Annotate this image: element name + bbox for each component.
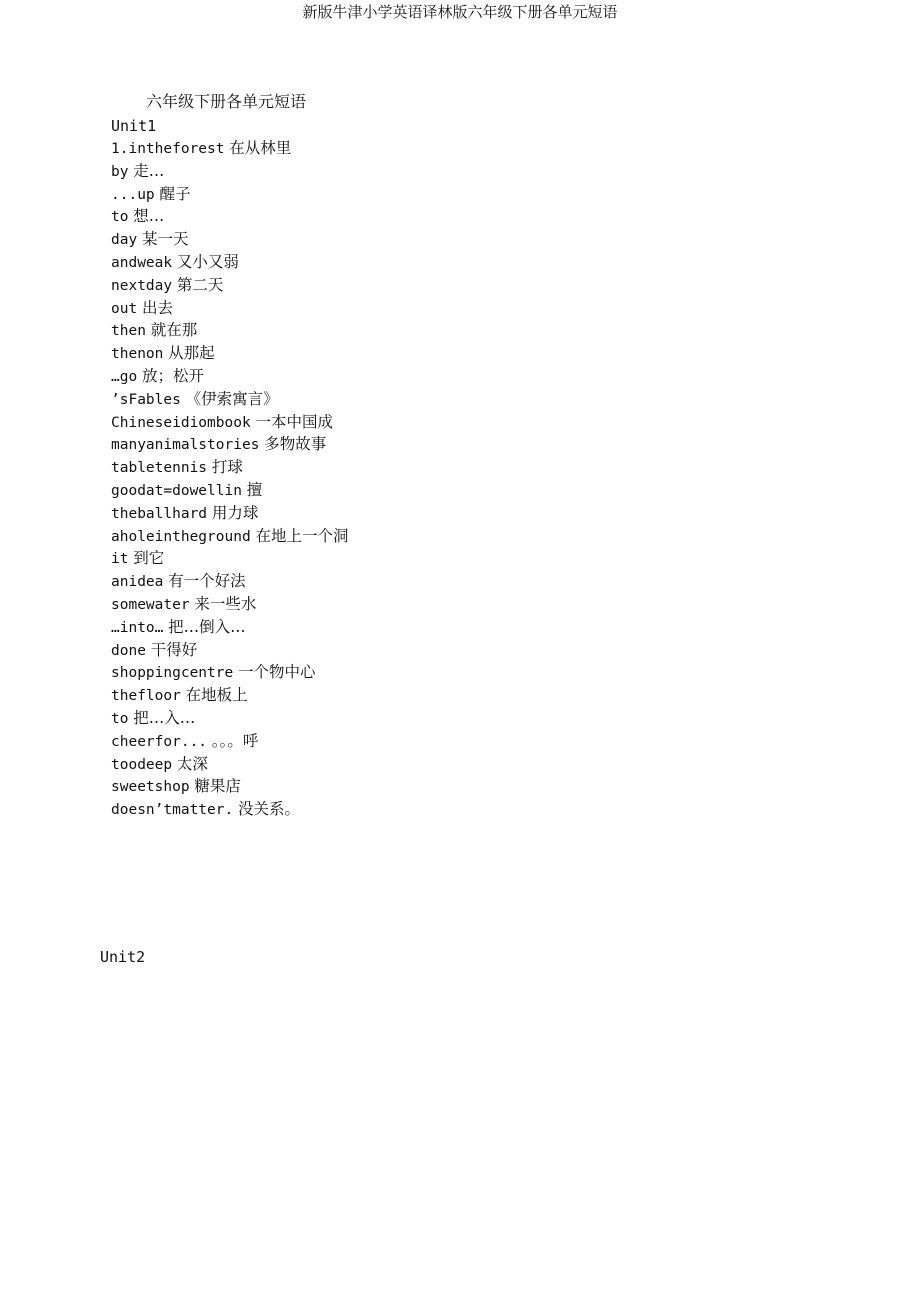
phrase-item [111,479,348,502]
phrase-chinese: 就在那 [150,321,198,340]
phrase-english: then [111,323,146,340]
phrase-chinese: 把…倒入… [168,617,246,636]
running-header: 新版牛津小学英语译林版六年级下册各单元短语 [302,3,618,21]
phrase-chinese: 放；松开 [141,366,204,385]
phrase-english: doesn’tmatter. [111,802,234,819]
phrase-chinese: 太深 [176,754,208,773]
phrase-item [111,456,348,479]
phrase-english: it [111,551,129,568]
document-title: 六年级下册各单元短语 [146,92,307,111]
phrase-item [111,251,348,274]
phrase-english: day [111,232,138,249]
phrase-english: by [111,163,129,180]
phrase-item [111,433,348,456]
phrase-english: ...up [111,186,155,203]
phrase-item [111,160,348,183]
phrase-chinese: 某一天 [141,230,189,249]
phrase-chinese: 第二天 [176,275,224,294]
phrase-english: cheerfor... [111,733,208,750]
phrase-item [111,274,348,297]
phrase-english: nextday [111,277,173,294]
phrase-chinese: 把…入… [133,708,196,727]
phrase-english: somewater [111,596,190,613]
phrase-english: …go [111,368,138,385]
phrase-item [111,547,348,570]
phrase-chinese: 用力球 [211,503,259,522]
phrase-item [111,775,348,798]
phrase-english: manyanimalstories [111,437,260,454]
phrase-item [111,616,348,639]
phrase-item [111,319,348,342]
phrase-english: anidea [111,574,164,591]
phrase-english: thefloor [111,688,181,705]
phrase-english: shoppingcentre [111,665,234,682]
phrase-english: thenon [111,346,164,363]
unit1-heading: Unit1 [111,117,157,135]
phrase-chinese: 《伊索寓言》 [185,389,279,408]
phrase-english: aholeintheground [111,528,251,545]
phrase-chinese: 一个物中心 [238,663,316,682]
phrase-english: …into… [111,619,164,636]
phrase-item [111,684,348,707]
phrase-item [111,707,348,730]
phrase-item [111,183,348,206]
phrase-chinese: 到它 [133,549,165,568]
phrase-english: 1.intheforest [111,141,225,157]
phrase-item [111,297,348,320]
phrase-chinese: 在地上一个洞 [255,526,349,545]
phrase-item [111,730,348,753]
phrase-chinese: 擅 [246,480,263,499]
phrase-chinese: 有一个好法 [168,572,246,591]
phrase-english: theballhard [111,505,208,522]
phrase-english: Chineseidiombook [111,414,251,431]
phrase-chinese: 多物故事 [264,435,327,454]
phrase-english: to [111,710,129,727]
phrase-english: goodat=dowellin [111,482,242,499]
phrase-chinese: 出去 [141,298,173,317]
phrase-chinese: 走… [133,161,165,180]
phrase-item [111,502,348,525]
phrase-item [111,753,348,776]
phrase-item [111,137,348,160]
phrase-english: out [111,300,138,317]
phrase-item [111,411,348,434]
phrase-english: tabletennis [111,460,208,477]
phrase-english: toodeep [111,756,173,773]
phrase-item [111,661,348,684]
phrase-english: done [111,642,146,659]
phrase-english: ’sFables [111,391,181,408]
phrase-chinese: 打球 [211,458,243,477]
phrase-chinese: 干得好 [150,640,198,659]
phrase-chinese: 在从林里 [229,139,292,157]
phrase-item [111,798,348,821]
phrase-item [111,342,348,365]
phrase-item [111,205,348,228]
phrase-chinese: 。。。呼 [211,731,259,750]
phrase-item [111,570,348,593]
phrase-item [111,639,348,662]
phrase-chinese: 醒子 [159,184,191,203]
phrase-chinese: 没关系。 [238,800,301,819]
unit1-phrase-list [111,137,348,821]
phrase-english: sweetshop [111,779,190,796]
phrase-item [111,525,348,548]
phrase-english: to [111,209,129,226]
phrase-chinese: 糖果店 [194,777,241,796]
phrase-item [111,228,348,251]
phrase-chinese: 来一些水 [194,594,257,613]
unit2-heading: Unit2 [100,948,146,966]
phrase-chinese: 在地板上 [185,686,248,705]
phrase-item [111,365,348,388]
phrase-chinese: 从那起 [168,344,215,363]
phrase-item [111,593,348,616]
phrase-english: andweak [111,254,173,271]
phrase-chinese: 一本中国成 [255,412,333,431]
phrase-item [111,388,348,411]
phrase-chinese: 又小又弱 [176,252,239,271]
phrase-chinese: 想… [133,207,165,226]
